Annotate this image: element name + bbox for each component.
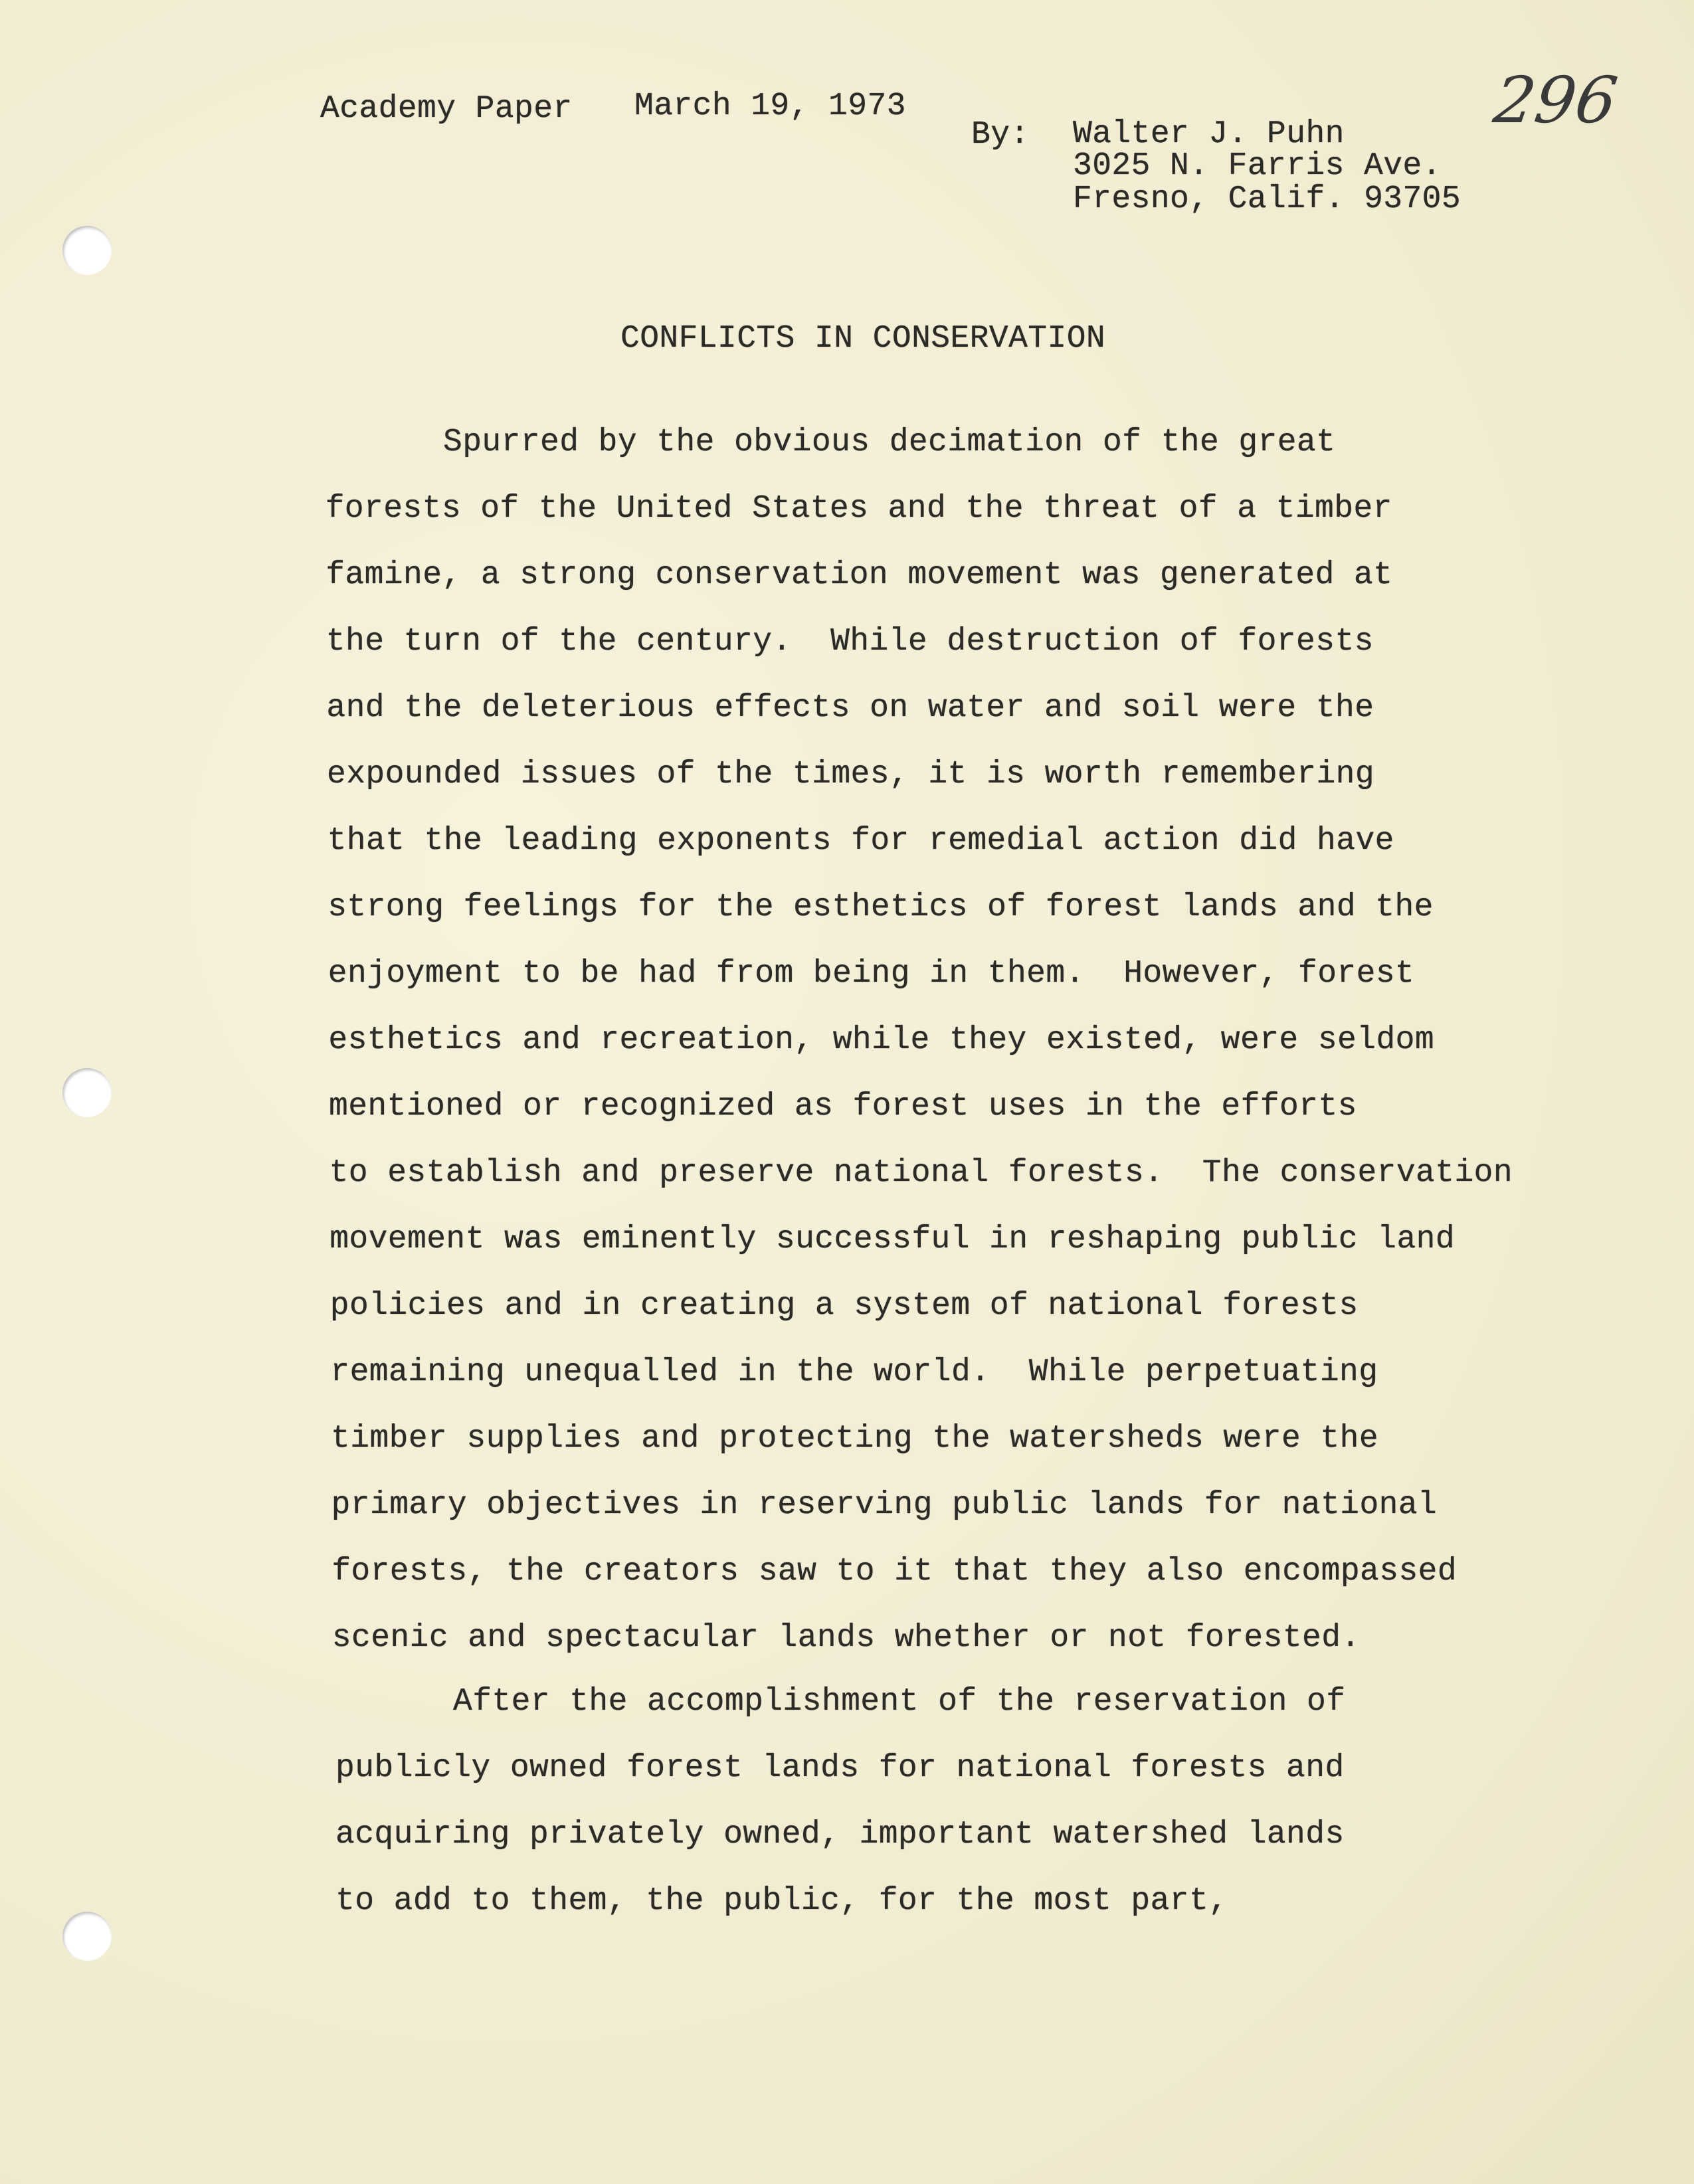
document-date: March 19, 1973 [634,88,906,124]
paragraph-1-line: esthetics and recreation, while they existed, were seldom [328,1022,1435,1058]
paragraph-1-line: forests of the United States and the threat of a timber [325,491,1392,527]
paragraph-1-line: remaining unequalled in the world. While perpetuating [330,1354,1378,1390]
author-address-city: Fresno, Calif. 93705 [1073,181,1461,217]
paragraph-2-line: to add to them, the public, for the most part, [335,1883,1228,1919]
paragraph-2-line: After the accomplishment of the reservation of [453,1684,1346,1720]
binder-hole-middle [62,1068,112,1117]
paragraph-1-line: primary objectives in reserving public lands for national [331,1487,1438,1523]
paragraph-1-line: scenic and spectacular lands whether or not forested. [331,1620,1361,1656]
paragraph-1-line: enjoyment to be had from being in them. However, forest [328,956,1415,992]
handwritten-page-number: 296 [1489,63,1622,137]
paragraph-1-line: expounded issues of the times, it is worth remembering [327,757,1375,792]
paragraph-1-line: the turn of the century. While destruction of forests [326,624,1374,660]
paragraph-1-line: to establish and preserve national forests. The conservation [329,1155,1513,1191]
paragraph-1-line: movement was eminently successful in reshaping public land [329,1222,1456,1257]
paragraph-1-line: that the leading exponents for remedial action did have [327,823,1394,859]
binder-hole-top [62,226,112,275]
paragraph-1-line: mentioned or recognized as forest uses in the efforts [329,1089,1357,1125]
document-title: CONFLICTS IN CONSERVATION [620,321,1106,357]
paragraph-1-line: Spurred by the obvious decimation of the great [443,424,1336,460]
document-type: Academy Paper [320,91,573,127]
paragraph-1-line: strong feelings for the esthetics of forest lands and the [328,889,1434,925]
paragraph-1-line: famine, a strong conservation movement was generated at [326,557,1393,593]
author-address-street: 3025 N. Farris Ave. [1073,148,1442,184]
paragraph-1-line: timber supplies and protecting the watersheds were the [331,1421,1379,1457]
paragraph-1-line: and the deleterious effects on water and soil were the [326,690,1374,726]
paragraph-1-line: forests, the creators saw to it that they also encompassed [331,1554,1458,1590]
paragraph-2-line: acquiring privately owned, important watershed lands [335,1817,1345,1853]
author-name: Walter J. Puhn [1073,116,1345,152]
by-label: By: [971,117,1030,153]
binder-hole-bottom [62,1912,112,1961]
paragraph-2-line: publicly owned forest lands for national forests and [335,1750,1345,1786]
paragraph-1-line: policies and in creating a system of national forests [329,1288,1359,1324]
